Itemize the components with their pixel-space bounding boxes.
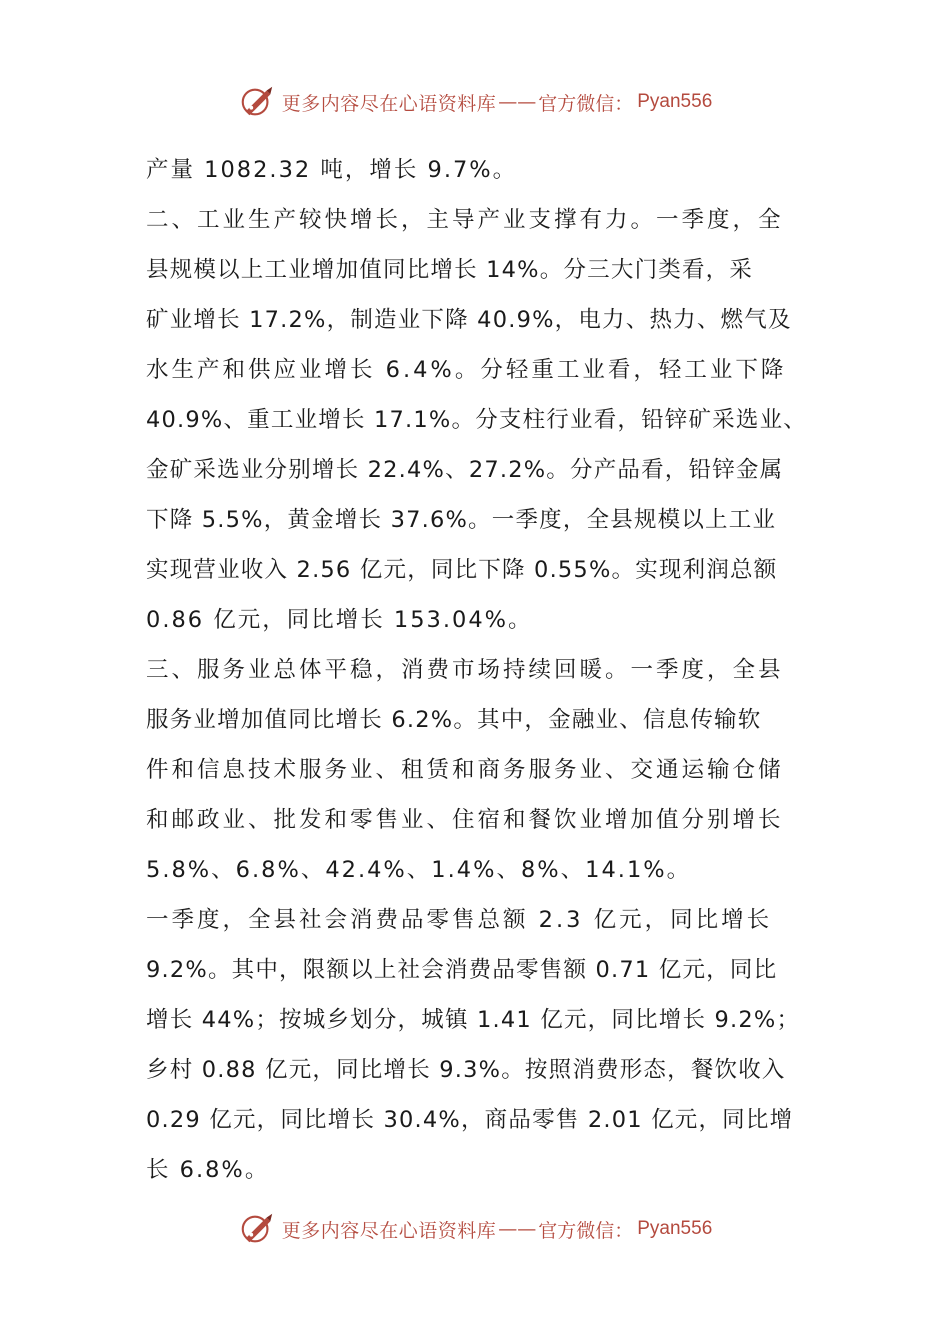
text-line: 县规模以上工业增加值同比增长 14%。分三大门类看，采 [146,257,754,283]
watermark-separator: —— [498,1218,537,1240]
text-line: 三、服务业总体平稳，消费市场持续回暖。一季度，全县 [146,657,784,683]
footer-watermark [0,1209,950,1249]
watermark-wechat-id: Pyan556 [637,1218,713,1239]
text-line: 件和信息技术服务业、租赁和商务服务业、交通运输仓储 [146,757,784,783]
watermark-separator: —— [498,91,537,113]
document-body [146,148,814,1198]
text-line: 下降 5.5%，黄金增长 37.6%。一季度，全县规模以上工业 [146,507,777,533]
text-line: 和邮政业、批发和零售业、住宿和餐饮业增加值分别增长 [146,807,784,833]
text-line: 乡村 0.88 亿元，同比增长 9.3%。按照消费形态，餐饮收入 [146,1057,786,1083]
text-line: 实现营业收入 2.56 亿元，同比下降 0.55%。实现利润总额 [146,557,778,583]
text-line: 9.2%。其中，限额以上社会消费品零售额 0.71 亿元，同比 [146,957,778,983]
header-watermark [0,82,950,122]
text-line: 产量 1082.32 吨，增长 9.7%。 [146,157,518,183]
watermark-wechat-label: 官方微信： [538,92,634,115]
text-line: 水生产和供应业增长 6.4%。分轻重工业看，轻工业下降 [146,357,787,383]
watermark-wechat-id: Pyan556 [637,91,713,112]
text-line: 增长 44%；按城乡划分，城镇 1.41 亿元，同比增长 9.2%； [146,1007,801,1033]
text-line: 矿业增长 17.2%，制造业下降 40.9%，电力、热力、燃气及 [146,307,792,333]
pen-logo-icon [238,1210,276,1248]
text-line: 金矿采选业分别增长 22.4%、27.2%。分产品看，铅锌金属 [146,457,784,483]
text-line: 40.9%、重工业增长 17.1%。分支柱行业看，铅锌矿采选业、 [146,407,808,433]
watermark-text: 更多内容尽在心语资料库 [281,1219,497,1242]
text-line: 0.86 亿元，同比增长 153.04%。 [146,607,533,633]
pen-logo-icon [238,83,276,121]
text-line: 0.29 亿元，同比增长 30.4%，商品零售 2.01 亿元，同比增 [146,1107,794,1133]
watermark-text: 更多内容尽在心语资料库 [281,92,497,115]
text-line: 服务业增加值同比增长 6.2%。其中，金融业、信息传输软 [146,707,762,733]
text-line: 长 6.8%。 [146,1157,270,1183]
text-line: 5.8%、6.8%、42.4%、1.4%、8%、14.1%。 [146,857,692,883]
text-line: 二、工业生产较快增长，主导产业支撑有力。一季度，全 [146,207,784,233]
watermark-wechat-label: 官方微信： [538,1219,634,1242]
text-line: 一季度，全县社会消费品零售总额 2.3 亿元，同比增长 [146,907,773,933]
